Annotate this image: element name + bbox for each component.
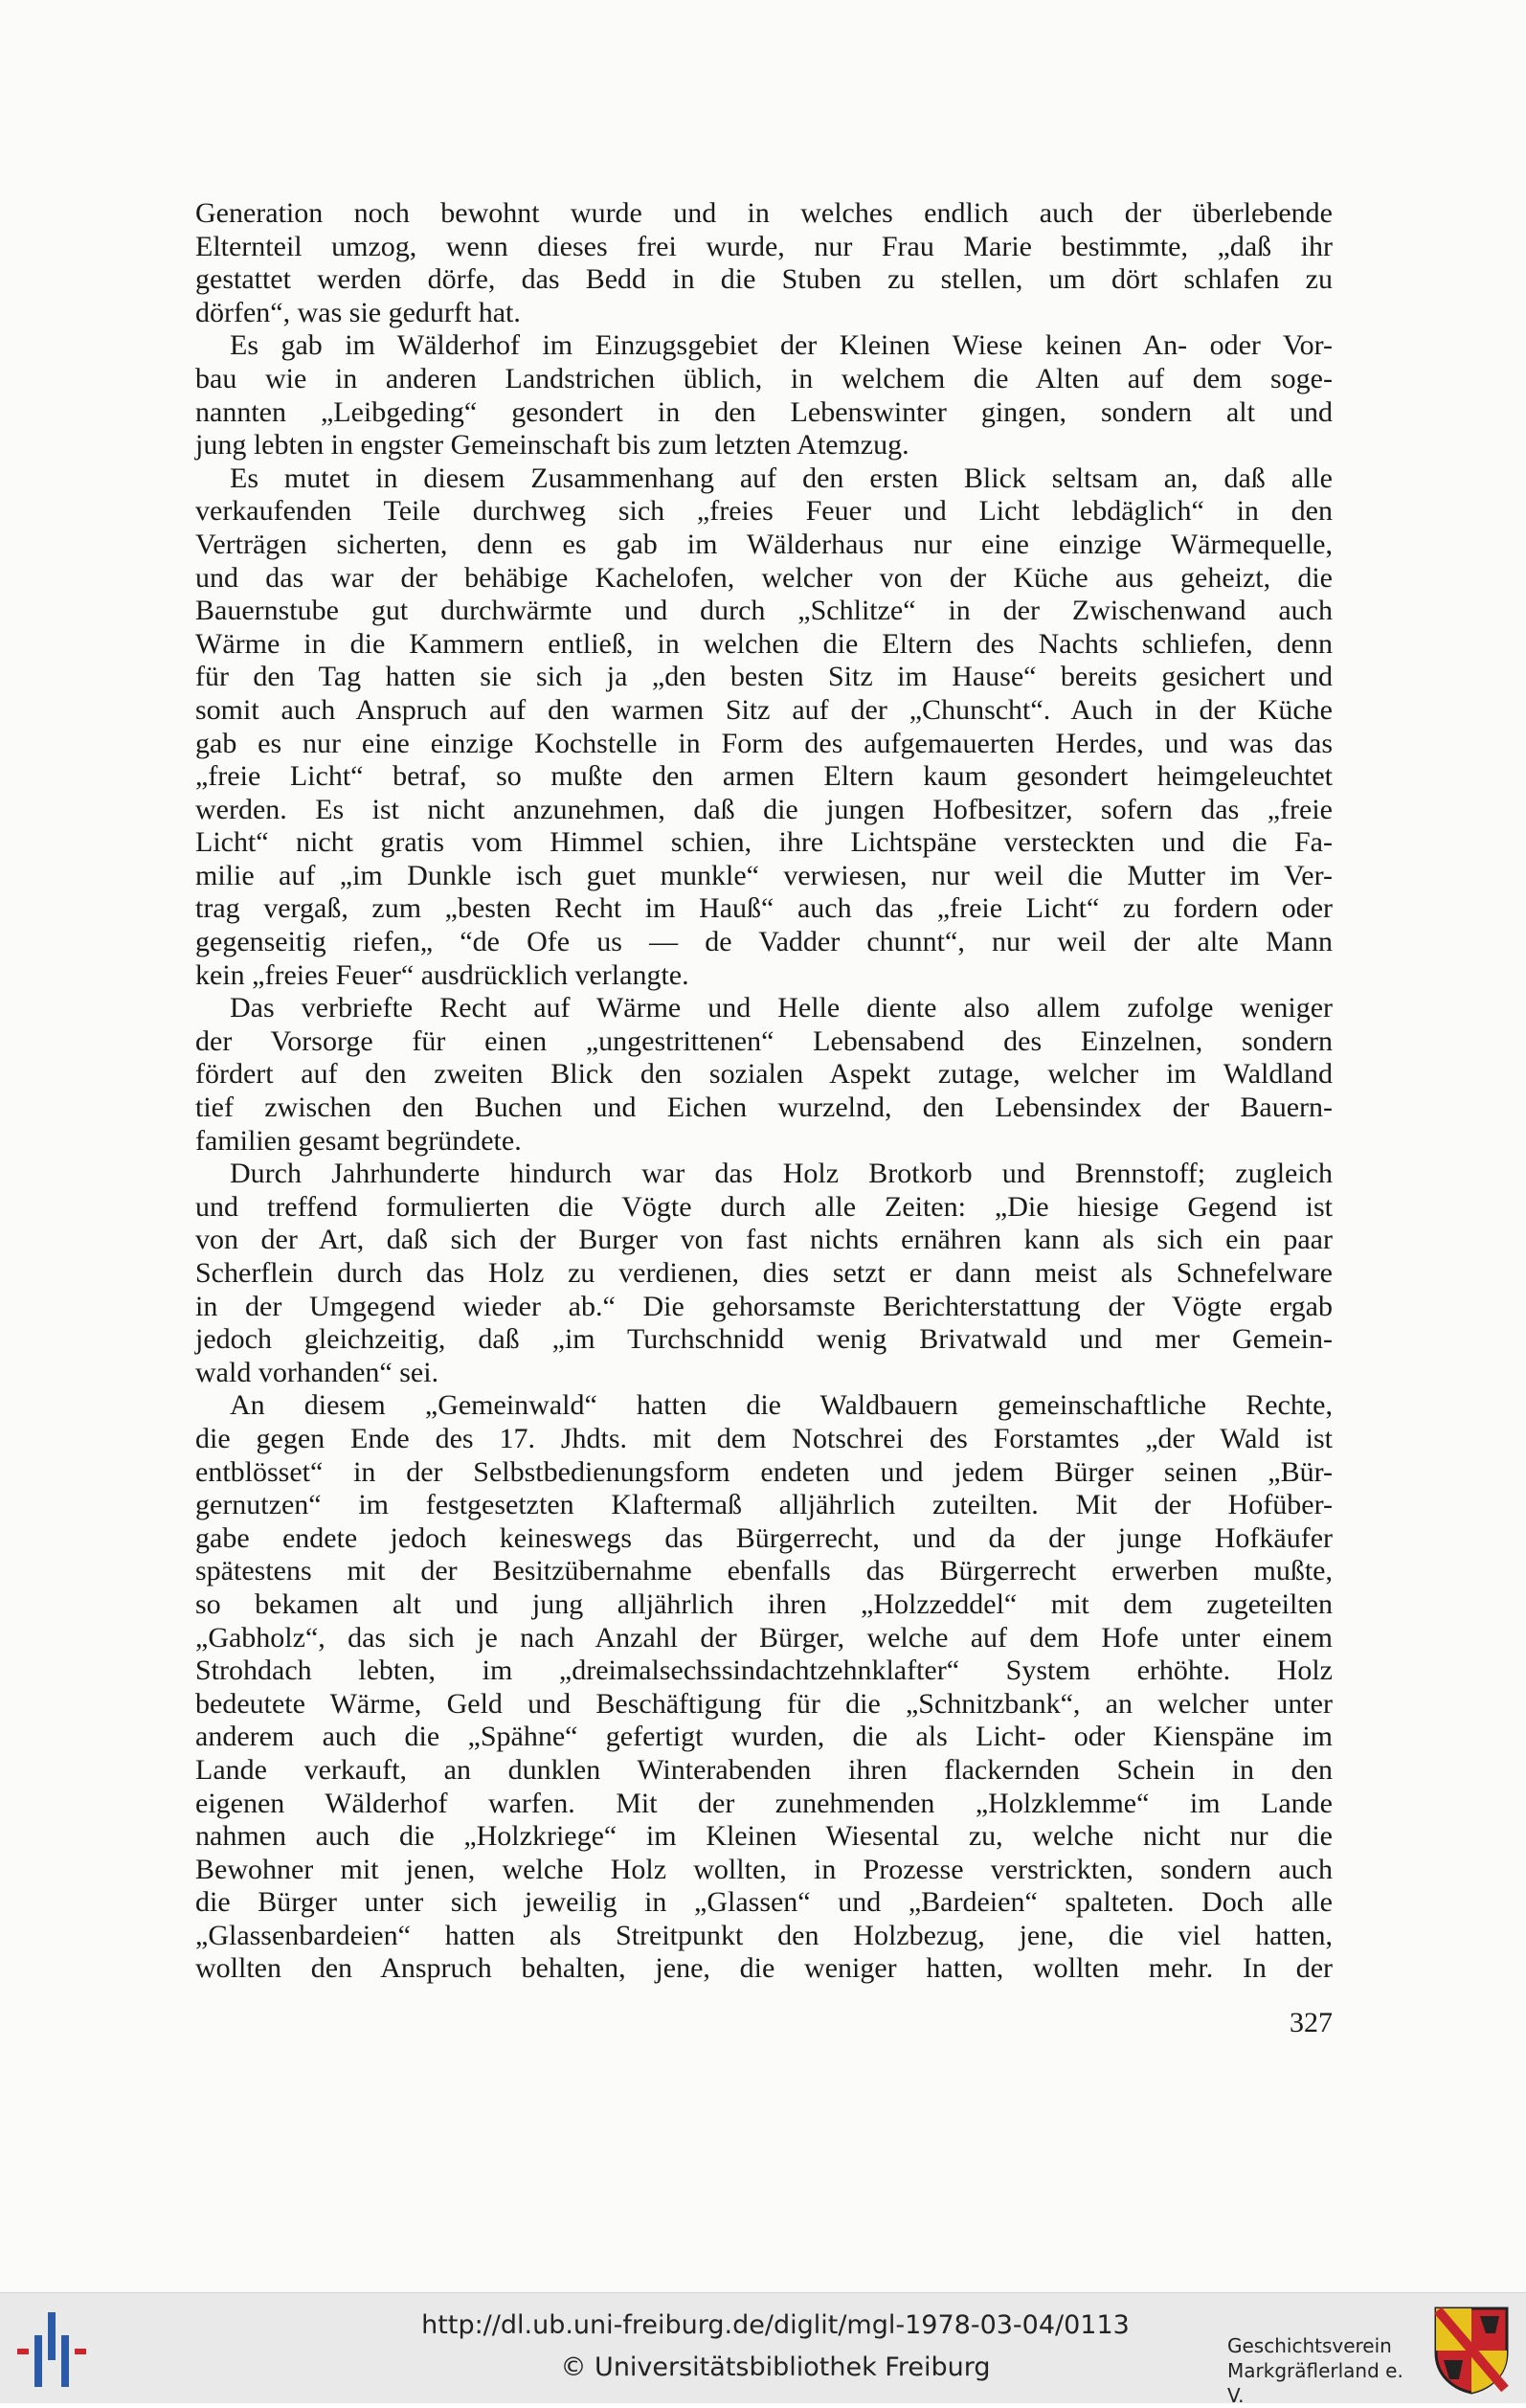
text-line: spätestens mit der Besitzübernahme ebenfalls das Bürgerrecht erwerben mußte,	[195, 1555, 1333, 1587]
text-line: nannten „Leibgeding“ gesondert in den Lebenswinter gingen, sondern alt und	[195, 395, 1333, 428]
copyright-notice: © Universitätsbibliothek Freiburg	[560, 2352, 991, 2382]
paragraph	[195, 1389, 1333, 1986]
paragraph	[195, 329, 1333, 461]
text-line: Verträgen sicherten, denn es gab im Wälderhaus nur eine einzige Wärmequelle,	[195, 528, 1333, 560]
permalink-url[interactable]: http://dl.ub.uni-freiburg.de/diglit/mgl-1978-03-04/0113	[421, 2310, 1130, 2340]
text-line: dörfen“, was sie gedurft hat.	[195, 296, 521, 328]
paragraph	[195, 1158, 1333, 1389]
text-line: Es mutet in diesem Zusammenhang auf den ersten Blick seltsam an, daß alle	[230, 461, 1333, 494]
text-line: Das verbriefte Recht auf Wärme und Helle diente also allem zufolge weniger	[230, 992, 1333, 1024]
text-line: jedoch gleichzeitig, daß „im Turchschnidd wenig Brivatwald und mer Gemein-	[195, 1323, 1333, 1356]
text-line: trag vergaß, zum „besten Recht im Hauß“ auch das „freie Licht“ zu fordern oder	[195, 892, 1333, 925]
text-line: und treffend formulierten die Vögte durch alle Zeiten: „Die hiesige Gegend ist	[195, 1190, 1333, 1223]
text-line: fördert auf den zweiten Blick den sozialen Aspekt zutage, welcher im Waldland	[195, 1058, 1333, 1091]
text-line: anderem auch die „Spähne“ gefertigt wurden, die als Licht- oder Kienspäne im	[195, 1721, 1333, 1753]
text-line: milie auf „im Dunkle isch guet munkle“ verwiesen, nur weil die Mutter im Ver-	[195, 859, 1333, 891]
coat-of-arms-icon	[1432, 2305, 1511, 2395]
text-line: gestattet werden dörfe, das Bedd in die Stuben zu stellen, um dört schlafen zu	[195, 263, 1333, 296]
footer-bar	[0, 2292, 1526, 2407]
text-line: „Gabholz“, das sich je nach Anzahl der Bürger, welche auf dem Hofe unter einem	[195, 1621, 1333, 1654]
text-line: so bekamen alt und jung alljährlich ihren „Holzzeddel“ mit dem zugeteilten	[195, 1587, 1333, 1620]
text-line: Licht“ nicht gratis vom Himmel schien, ihre Lichtspäne versteckten und die Fa-	[195, 826, 1333, 859]
text-line: wald vorhanden“ sei.	[195, 1356, 439, 1388]
page-number: 327	[1290, 2007, 1333, 2038]
text-line: Lande verkauft, an dunklen Winterabenden ihren flackernden Schein in den	[195, 1753, 1333, 1786]
text-line: werden. Es ist nicht anzunehmen, daß die jungen Hofbesitzer, sofern das „freie	[195, 793, 1333, 825]
text-line: Durch Jahrhunderte hindurch war das Holz Brotkorb und Brennstoff; zugleich	[230, 1158, 1333, 1190]
text-line: nahmen auch die „Holzkriege“ im Kleinen Wiesental zu, welche nicht nur die	[195, 1820, 1333, 1853]
text-line: gegenseitig riefen„ “de Ofe us — de Vadder chunnt“, nur weil der alte Mann	[195, 926, 1333, 958]
text-line: und das war der behäbige Kachelofen, welcher von der Küche aus geheizt, die	[195, 561, 1333, 594]
body-text	[195, 197, 1333, 1986]
text-line: entblösset“ in der Selbstbedienungsform endeten und jedem Bürger seinen „Bür-	[195, 1455, 1333, 1488]
text-line: die gegen Ende des 17. Jhdts. mit dem Notschrei des Forstamtes „der Wald ist	[195, 1422, 1333, 1454]
text-line: Bauernstube gut durchwärmte und durch „Schlitze“ in der Zwischenwand auch	[195, 595, 1333, 627]
text-line: die Bürger unter sich jeweilig in „Glassen“ und „Bardeien“ spalteten. Doch alle	[195, 1886, 1333, 1919]
text-line: somit auch Anspruch auf den warmen Sitz auf der „Chunscht“. Auch in der Küche	[195, 693, 1333, 726]
text-line: Bewohner mit jenen, welche Holz wollten, in Prozesse verstrickten, sondern auch	[195, 1853, 1333, 1885]
text-line: Wärme in die Kammern entließ, in welchen die Eltern des Nachts schliefen, denn	[195, 627, 1333, 660]
text-line: bedeutete Wärme, Geld und Beschäftigung für die „Schnitzbank“, an welcher unter	[195, 1687, 1333, 1720]
text-line: wollten den Anspruch behalten, jene, die weniger hatten, wollten mehr. In der	[195, 1952, 1333, 1985]
text-line: eigenen Wälderhof warfen. Mit der zunehmenden „Holzklemme“ im Lande	[195, 1787, 1333, 1819]
text-line: gab es nur eine einzige Kochstelle in Form des aufgemauerten Herdes, und was das	[195, 727, 1333, 759]
text-line: für den Tag hatten sie sich ja „den besten Sitz im Hause“ bereits gesichert und	[195, 661, 1333, 693]
text-line: gernutzen“ im festgesetzten Klaftermaß alljährlich zuteilten. Mit der Hofüber-	[195, 1489, 1333, 1521]
text-line: gabe endete jedoch keineswegs das Bürgerrecht, und da der junge Hofkäufer	[195, 1521, 1333, 1554]
text-line: verkaufenden Teile durchweg sich „freies Feuer und Licht lebdäglich“ in den	[195, 495, 1333, 528]
text-line: Elternteil umzog, wenn dieses frei wurde, nur Frau Marie bestimmte, „daß ihr	[195, 230, 1333, 262]
text-line: bau wie in anderen Landstrichen üblich, in welchem die Alten auf dem soge-	[195, 362, 1333, 394]
paragraph	[195, 462, 1333, 993]
paragraph	[195, 992, 1333, 1158]
text-line: Strohdach lebten, im „dreimalsechssindachtzehnklafter“ System erhöhte. Holz	[195, 1654, 1333, 1687]
society-name-line-2: Markgräflerland e. V.	[1227, 2359, 1403, 2407]
society-name	[1227, 2333, 1419, 2408]
text-line: „freie Licht“ betraf, so mußte den armen Eltern kaum gesondert heimgeleuchtet	[195, 760, 1333, 793]
text-line: Scherflein durch das Holz zu verdienen, dies setzt er dann meist als Schnefelware	[195, 1257, 1333, 1289]
ub-freiburg-logo-icon[interactable]	[13, 2312, 100, 2395]
text-line: Generation noch bewohnt wurde und in welches endlich auch der überlebende	[195, 197, 1333, 229]
text-line: „Glassenbardeien“ hatten als Streitpunkt den Holzbezug, jene, die viel hatten,	[195, 1919, 1333, 1951]
paragraph	[195, 197, 1333, 329]
text-line: der Vorsorge für einen „ungestrittenen“ Lebensabend des Einzelnen, sondern	[195, 1024, 1333, 1057]
society-name-line-1: Geschichtsverein	[1227, 2334, 1392, 2357]
text-line: von der Art, daß sich der Burger von fast nichts ernähren kann als sich ein paar	[195, 1224, 1333, 1256]
text-line: tief zwischen den Buchen und Eichen wurzelnd, den Lebensindex der Bauern-	[195, 1091, 1333, 1124]
text-line: jung lebten in engster Gemeinschaft bis zum letzten Atemzug.	[195, 429, 909, 461]
text-line: An diesem „Gemeinwald“ hatten die Waldbauern gemeinschaftliche Rechte,	[230, 1389, 1333, 1422]
text-line: familien gesamt begründete.	[195, 1124, 522, 1157]
text-line: in der Umgegend wieder ab.“ Die gehorsamste Berichterstattung der Vögte ergab	[195, 1290, 1333, 1322]
text-line: kein „freies Feuer“ ausdrücklich verlangte.	[195, 958, 689, 991]
text-line: Es gab im Wälderhof im Einzugsgebiet der Kleinen Wiese keinen An- oder Vor-	[230, 329, 1333, 362]
